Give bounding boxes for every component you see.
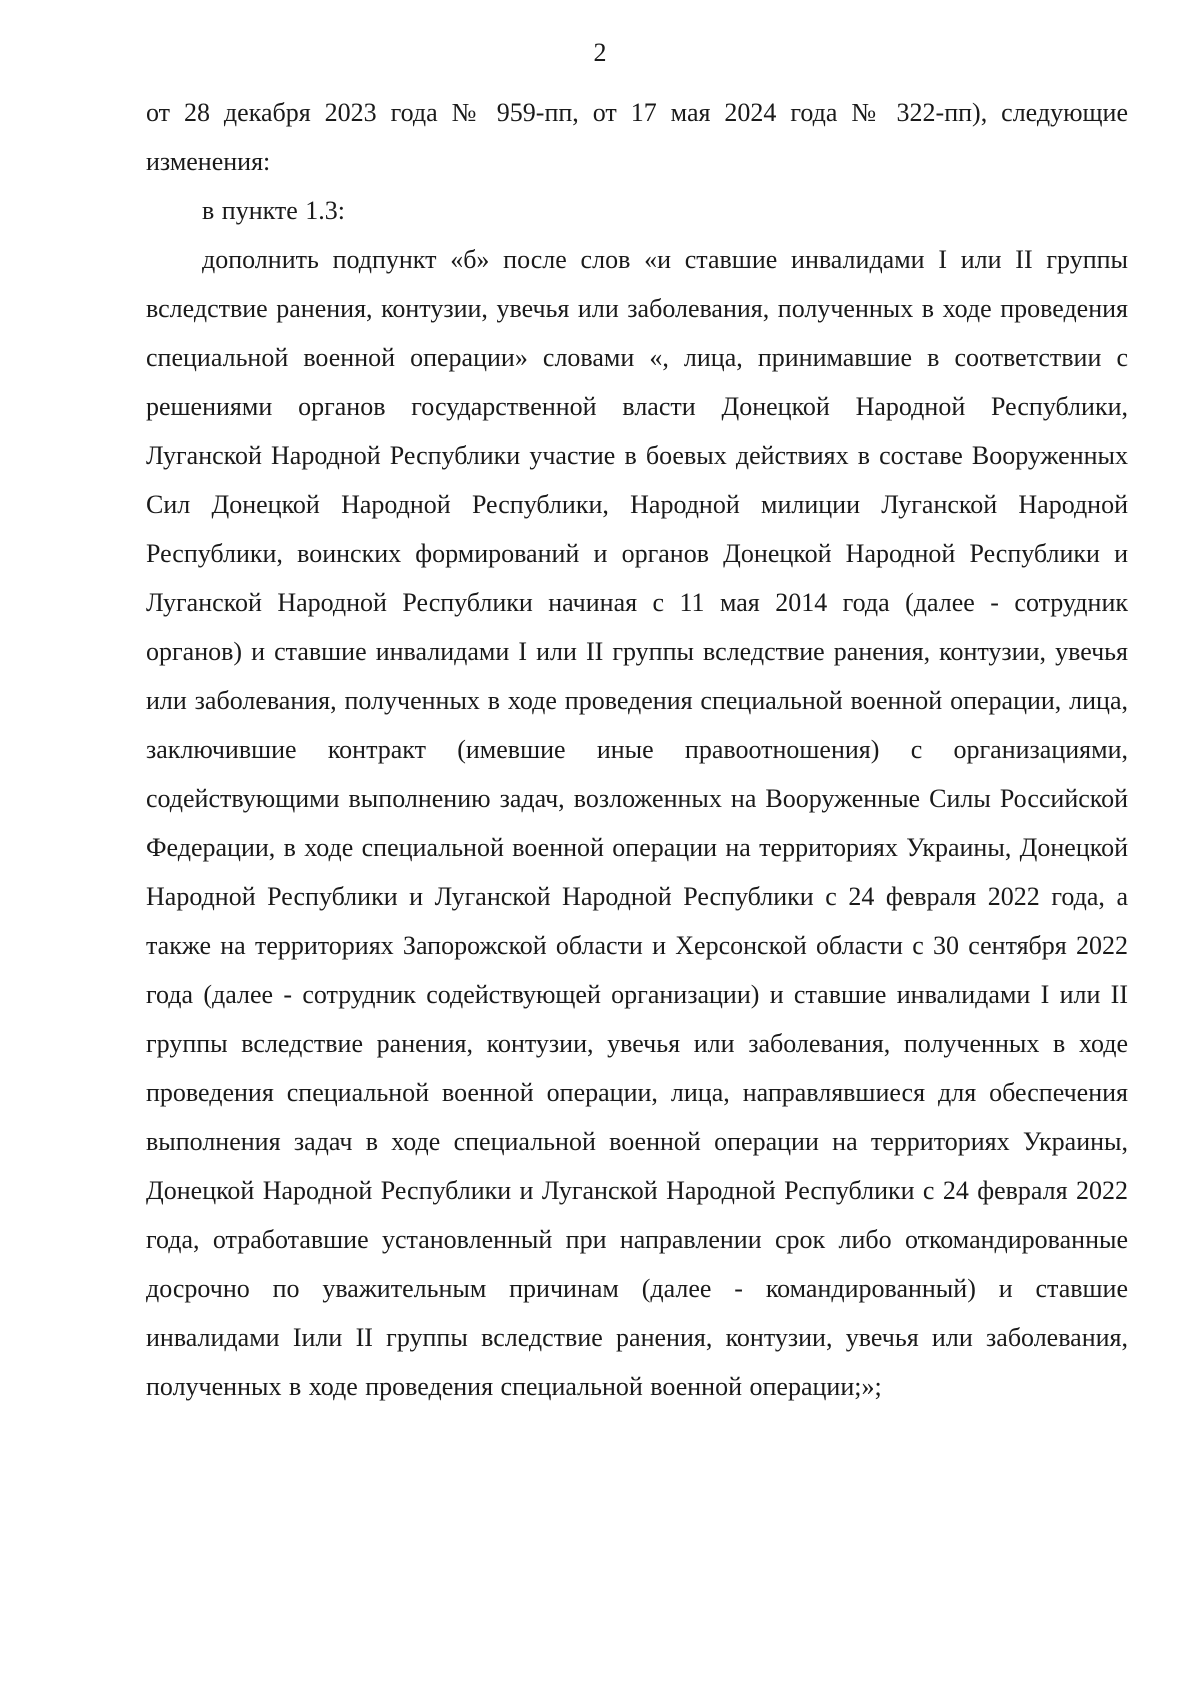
- page-number: 2: [593, 38, 607, 67]
- document-body: [146, 88, 1128, 1411]
- paragraph-amendment: дополнить подпункт «б» после слов «и ставшие инвалидами I или II группы вследствие ранения, контузии, увечья или заболевания, полученных в ходе проведения специальной военной операции» словами «, лица, принимавшие в соответствии с решениями органов государственной власти Донецкой Народной Республики, Луганской Народной Республики участие в боевых действиях в составе Вооруженных Сил Донецкой Народной Республики, Народной милиции Луганской Народной Республики, воинских формирований и органов Донецкой Народной Республики и Луганской Народной Республики начиная с 11 мая 2014 года (далее - сотрудник органов) и ставшие инвалидами I или II группы вследствие ранения, контузии, увечья или заболевания, полученных в ходе проведения специальной военной операции, лица, заключившие контракт (имевшие иные правоотношения) с организациями, содействующими выполнению задач, возложенных на Вооруженные Силы Российской Федерации, в ходе специальной военной операции на территориях Украины, Донецкой Народной Республики и Луганской Народной Республики с 24 февраля 2022 года, а также на территориях Запорожской области и Херсонской области с 30 сентября 2022 года (далее - сотрудник содействующей организации) и ставшие инвалидами I или II группы вследствие ранения, контузии, увечья или заболевания, полученных в ходе проведения специальной военной операции, лица, направлявшиеся для обеспечения выполнения задач в ходе специальной военной операции на территориях Украины, Донецкой Народной Республики и Луганской Народной Республики с 24 февраля 2022 года, отработавшие установленный при направлении срок либо откомандированные досрочно по уважительным причинам (далее - командированный) и ставшие инвалидами Iили II группы вследствие ранения, контузии, увечья или заболевания, полученных в ходе проведения специальной военной операции;»;: [146, 245, 1128, 1401]
- paragraph-intro: от 28 декабря 2023 года № 959-пп, от 17 мая 2024 года № 322-пп), следующие изменения:: [146, 98, 1128, 176]
- paragraph-point-1-3: в пункте 1.3:: [202, 196, 346, 225]
